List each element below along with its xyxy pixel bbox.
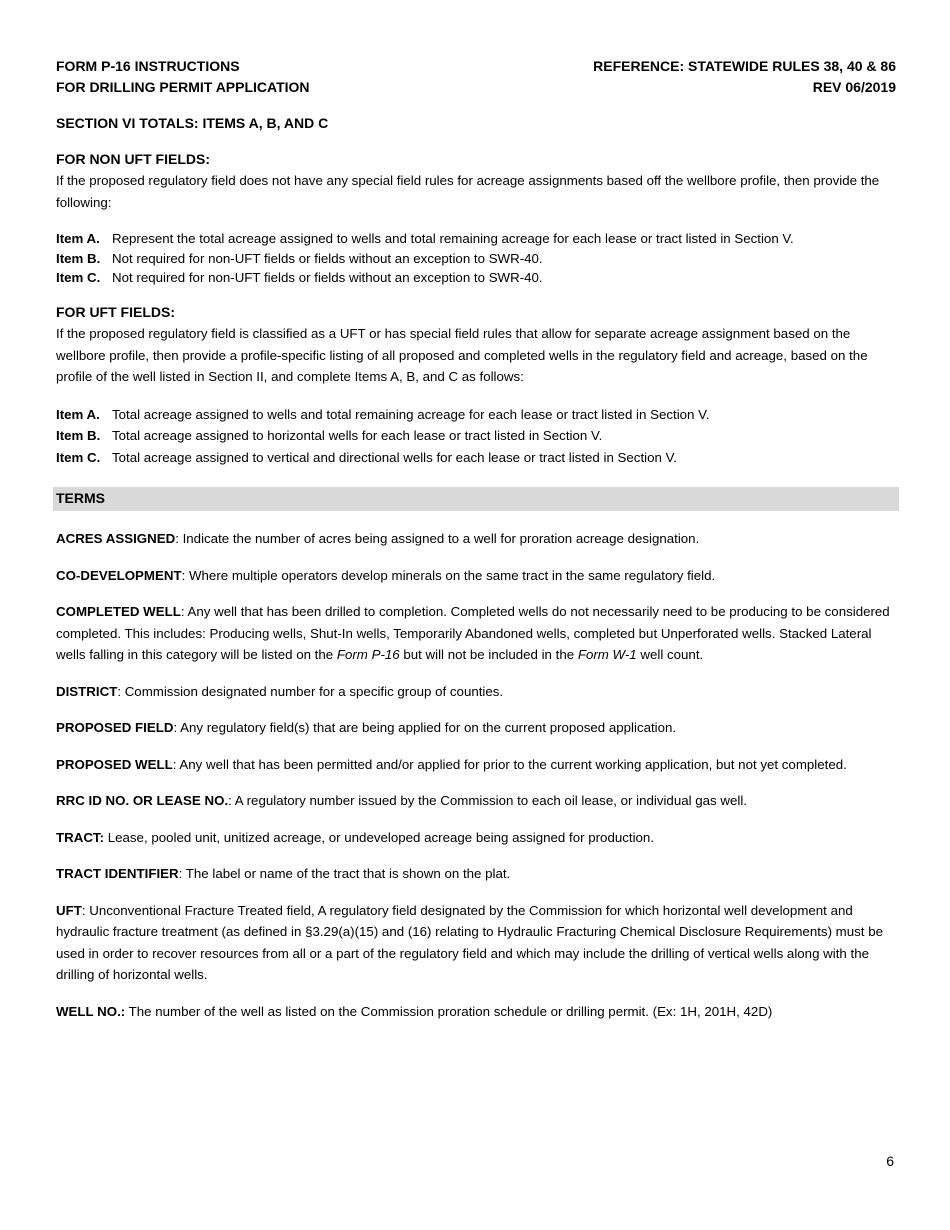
page-number: 6 xyxy=(886,1153,894,1169)
term-tract: TRACT: Lease, pooled unit, unitized acreage, or undeveloped acreage being assigned for production. xyxy=(56,829,655,845)
list-item: Item A. Represent the total acreage assigned to wells and total remaining acreage for each lease or tract listed in Section V. xyxy=(56,231,794,246)
term-district: DISTRICT: Commission designated number for a specific group of counties. xyxy=(56,683,504,699)
term-rrc-id: RRC ID NO. OR LEASE NO.: A regulatory number issued by the Commission to each oil lease, or individual gas well. xyxy=(56,793,747,808)
document-page xyxy=(56,56,896,1022)
list-item: Item B. Total acreage assigned to horizontal wells for each lease or tract listed in Section V. xyxy=(56,428,603,443)
term-proposed-well: PROPOSED WELL: Any well that has been permitted and/or applied for prior to the current working application, but not yet completed. xyxy=(56,756,847,772)
non-uft-intro: If the proposed regulatory field does not have any special field rules for acreage assignments based off the wellbore profile, then provide the following: xyxy=(56,173,880,210)
section-title: SECTION VI TOTALS: ITEMS A, B, AND C xyxy=(56,115,329,131)
term-uft: UFT: Unconventional Fracture Treated field, A regulatory field designated by the Commission for which horizontal well development and hydraulic fracture treatment (as defined in §3.29(a)(15) and (16) relating to Hydraulic Fracturing Chemical Disclosure Requirements) must be used in order to recover resources from all or a part of the regulatory field and which may include the drilling of vertical wells along with the drilling of horizontal wells. xyxy=(56,902,883,982)
term-completed-well: COMPLETED WELL: Any well that has been drilled to completion. Completed wells do not necessarily need to be producing to be considered completed. This includes: Producing wells, Shut-In wells, Temporarily Abandoned wells, completed but Unperforated wells. Stacked Lateral wells falling in this category will be listed on the Form P-16 but will not be included in the Form W-1 well count. xyxy=(56,604,890,662)
term-tract-identifier: TRACT IDENTIFIER: The label or name of the tract that is shown on the plat. xyxy=(56,866,511,881)
form-subtitle: FOR DRILLING PERMIT APPLICATION xyxy=(56,79,310,95)
list-item: Item C. Total acreage assigned to vertical and directional wells for each lease or tract listed in Section V. xyxy=(56,449,677,465)
list-item: Item C. Not required for non-UFT fields or fields without an exception to SWR-40. xyxy=(56,270,543,285)
term-co-development: CO-DEVELOPMENT: Where multiple operators develop minerals on the same tract in the same regulatory field. xyxy=(56,567,716,583)
term-well-no: WELL NO.: The number of the well as listed on the Commission proration schedule or drilling permit. (Ex: 1H, 201H, 42D) xyxy=(56,1003,773,1019)
page-header xyxy=(56,56,896,98)
term-acres-assigned: ACRES ASSIGNED: Indicate the number of acres being assigned to a well for proration acreage designation. xyxy=(56,531,700,546)
terms-heading: TERMS xyxy=(53,487,899,511)
uft-intro: If the proposed regulatory field is classified as a UFT or has special field rules that allow for separate acreage assignment based on the wellbore profile, then provide a profile-specific listing of all proposed and completed wells in the regulatory field and acreage, based on the profile of the well listed in Section II, and complete Items A, B, and C as follows: xyxy=(56,326,868,384)
list-item: Item B. Not required for non-UFT fields or fields without an exception to SWR-40. xyxy=(56,250,543,266)
revision-date: REV 06/2019 xyxy=(812,79,896,95)
form-title: FORM P-16 INSTRUCTIONS xyxy=(56,58,240,74)
header-right xyxy=(593,56,896,98)
term-proposed-field: PROPOSED FIELD: Any regulatory field(s) that are being applied for on the current proposed application. xyxy=(56,720,677,735)
list-item: Item A. Total acreage assigned to wells and total remaining acreage for each lease or tract listed in Section V. xyxy=(56,406,710,422)
uft-heading: FOR UFT FIELDS: xyxy=(56,303,175,320)
header-left xyxy=(56,56,310,98)
uft-items xyxy=(56,404,896,469)
reference-rules: REFERENCE: STATEWIDE RULES 38, 40 & 86 xyxy=(593,58,896,74)
non-uft-items xyxy=(56,229,896,288)
non-uft-heading: FOR NON UFT FIELDS: xyxy=(56,150,210,167)
